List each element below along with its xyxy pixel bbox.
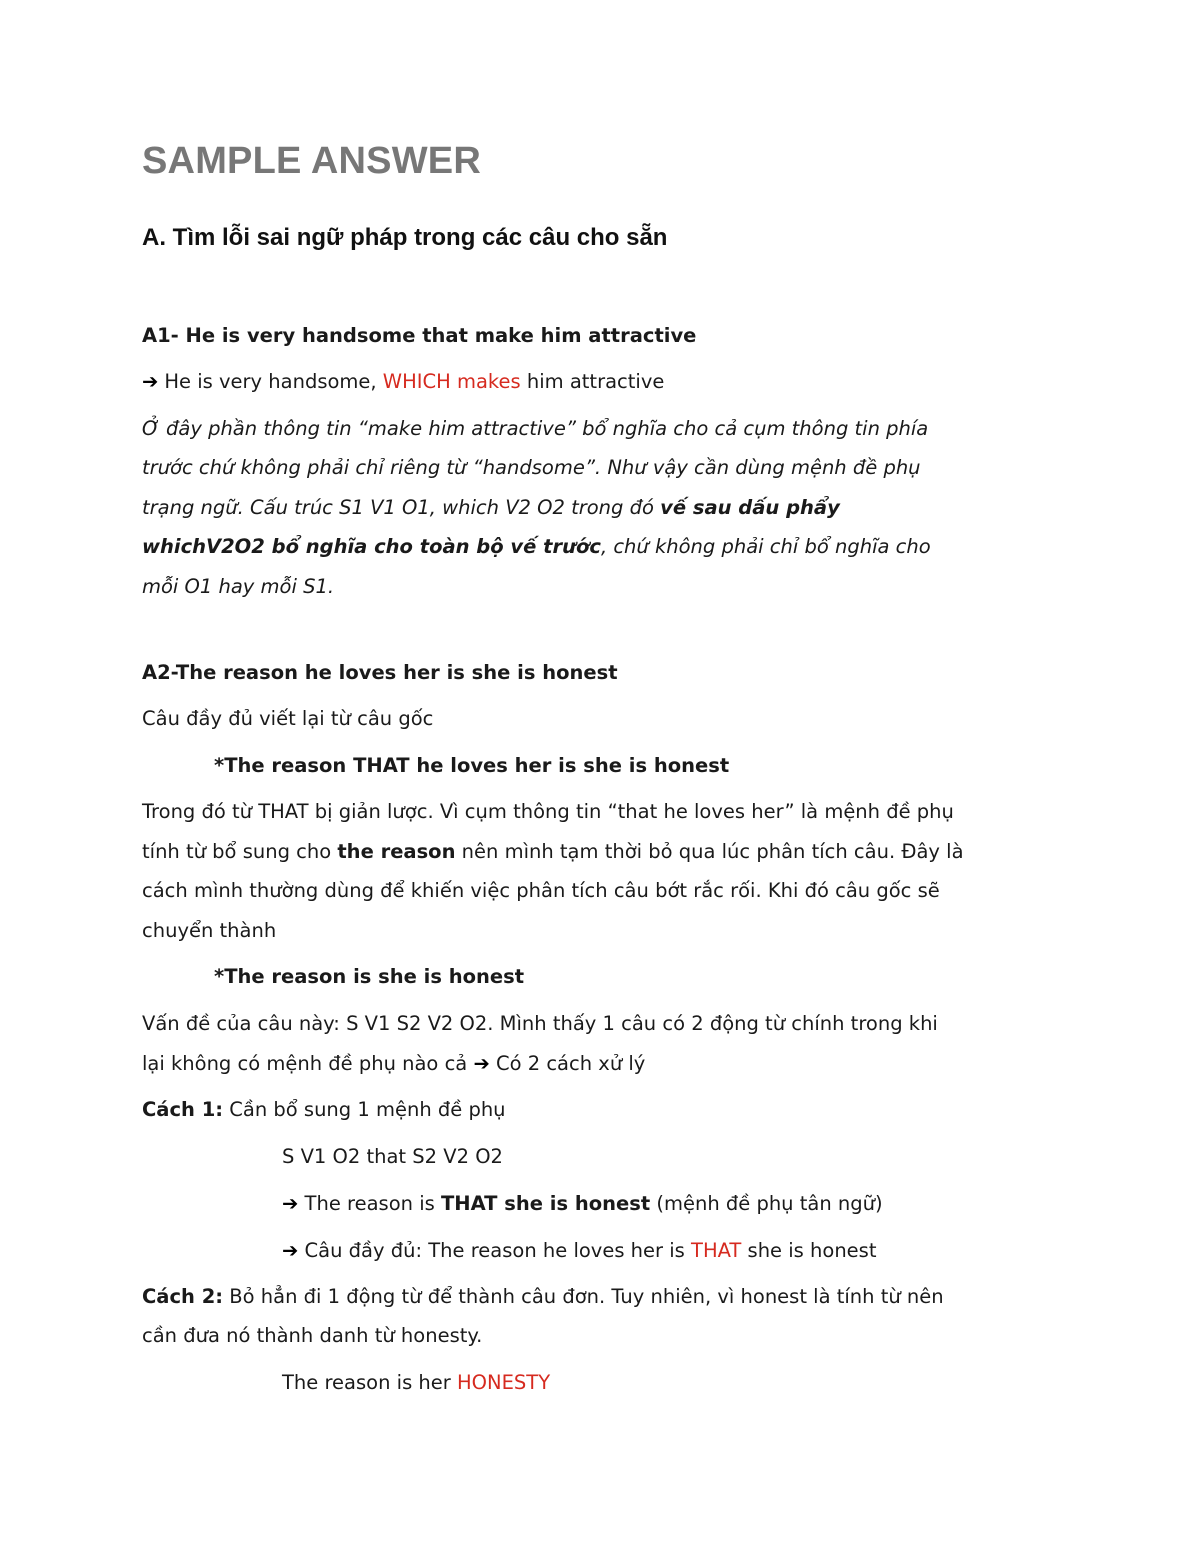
a2-heading: A2-The reason he loves her is she is honest	[142, 661, 618, 684]
way-1-line	[142, 1090, 506, 1130]
arrow-icon: ➔	[282, 1239, 299, 1262]
way-2-label: Cách 2:	[142, 1285, 224, 1308]
way-2-answer	[282, 1363, 550, 1403]
way-1-text: Cần bổ sung 1 mệnh đề phụ	[223, 1098, 506, 1121]
way-2-answer-red: HONESTY	[457, 1371, 551, 1394]
arrow-icon: ➔	[142, 370, 159, 393]
a1-expl-4-post: , chứ không phải chỉ bổ nghĩa cho	[600, 535, 931, 558]
a2-p1-2-post: nên mình tạm thời bỏ qua lúc phân tích câu. Đây là	[455, 840, 964, 863]
way-2-line-1	[142, 1277, 944, 1317]
a1-answer-correction: WHICH makes	[382, 370, 521, 393]
a2-full-sentence: *The reason THAT he loves her is she is honest	[214, 754, 730, 777]
a2-full-intro: Câu đầy đủ viết lại từ câu gốc	[142, 707, 434, 730]
way-1-answer-bold: THAT she is honest	[440, 1192, 651, 1215]
way-2-answer-pre: The reason is her	[282, 1371, 457, 1394]
page-title: SAMPLE ANSWER	[142, 140, 481, 182]
way-1-full-sentence	[282, 1231, 876, 1271]
a1-heading: A1- He is very handsome that make him attractive	[142, 324, 697, 347]
a1-explanation-line-3	[142, 488, 840, 528]
a2-p1-2-bold: the reason	[337, 840, 456, 863]
arrow-icon: ➔	[473, 1052, 490, 1075]
a2-paragraph-line-1: Trong đó từ THAT bị giản lược. Vì cụm thông tin “that he loves her” là mệnh đề phụ	[142, 800, 954, 823]
a2-paragraph-line-4: chuyển thành	[142, 919, 277, 942]
a1-answer	[142, 362, 664, 402]
a1-answer-pre: He is very handsome,	[164, 370, 383, 393]
way-1-full-post: she is honest	[741, 1239, 877, 1262]
way-2-line-2: cần đưa nó thành danh từ honesty.	[142, 1324, 483, 1347]
way-1-answer-post: (mệnh đề phụ tân ngữ)	[650, 1192, 883, 1215]
way-1-full-red: THAT	[691, 1239, 742, 1262]
way-1-structure: S V1 O2 that S2 V2 O2	[282, 1145, 503, 1168]
a1-explanation-line-5: mỗi O1 hay mỗi S1.	[142, 575, 335, 598]
way-1-label: Cách 1:	[142, 1098, 224, 1121]
a1-explanation-line-4	[142, 527, 931, 567]
way-1-answer-pre: The reason is	[298, 1192, 441, 1215]
a1-expl-3-pre: trạng ngữ. Cấu trúc S1 V1 O1, which V2 O2 trong đó	[142, 496, 661, 519]
way-1-full-pre: Câu đầy đủ: The reason he loves her is	[298, 1239, 692, 1262]
way-2-text: Bỏ hẳn đi 1 động từ để thành câu đơn. Tuy nhiên, vì honest là tính từ nên	[223, 1285, 944, 1308]
section-a-heading: A. Tìm lỗi sai ngữ pháp trong các câu cho sẵn	[142, 224, 668, 251]
a2-problem-line-1: Vấn đề của câu này: S V1 S2 V2 O2. Mình thấy 1 câu có 2 động từ chính trong khi	[142, 1012, 938, 1035]
a1-expl-3-bold: vế sau dấu phẩy	[660, 496, 840, 519]
a2-paragraph-line-2	[142, 832, 964, 872]
way-1-answer	[282, 1184, 883, 1224]
a2-reduced-sentence: *The reason is she is honest	[214, 965, 525, 988]
arrow-icon: ➔	[282, 1192, 299, 1215]
a2-problem-2-pre: lại không có mệnh đề phụ nào cả	[142, 1052, 474, 1075]
a1-answer-post: him attractive	[520, 370, 665, 393]
a1-expl-4-bold: whichV2O2 bổ nghĩa cho toàn bộ vế trước	[142, 535, 601, 558]
a1-explanation-line-1: Ở đây phần thông tin “make him attractive” bổ nghĩa cho cả cụm thông tin phía	[142, 417, 929, 440]
a2-p1-2-pre: tính từ bổ sung cho	[142, 840, 338, 863]
a1-explanation-line-2: trước chứ không phải chỉ riêng từ “handsome”. Như vậy cần dùng mệnh đề phụ	[142, 456, 921, 479]
a2-problem-line-2	[142, 1044, 645, 1084]
a2-problem-2-post: Có 2 cách xử lý	[489, 1052, 646, 1075]
a2-paragraph-line-3: cách mình thường dùng để khiến việc phân tích câu bớt rắc rối. Khi đó câu gốc sẽ	[142, 879, 940, 902]
